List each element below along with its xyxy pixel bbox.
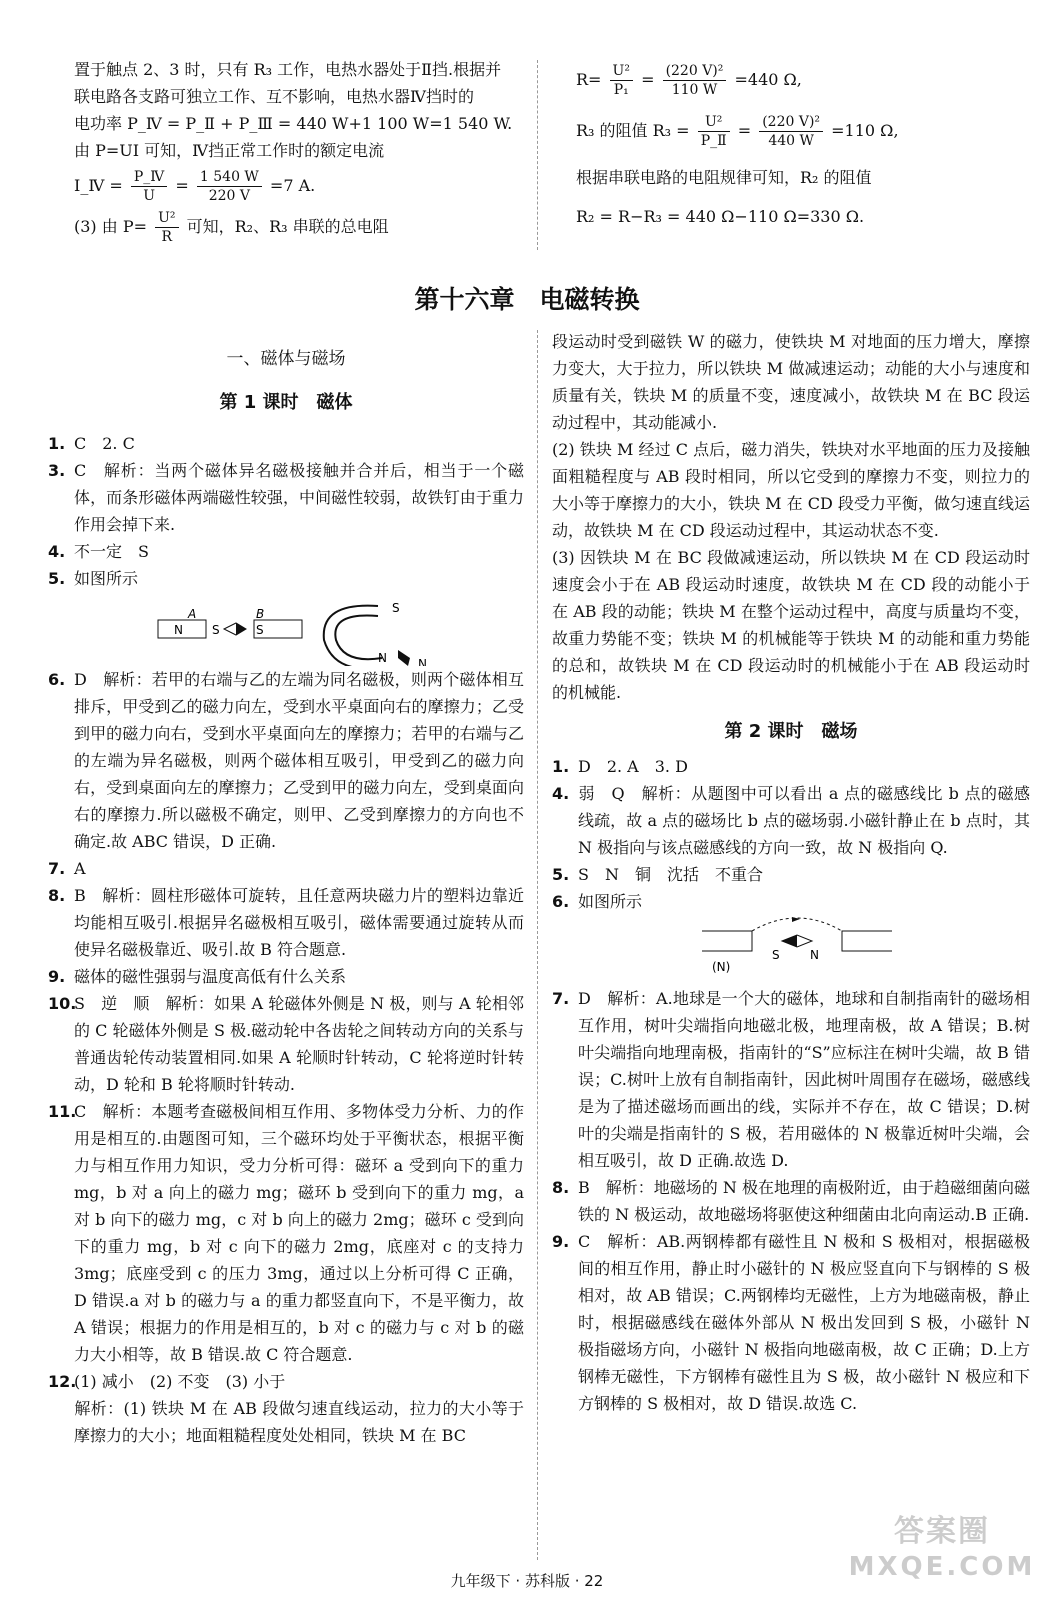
svg-text:(N): (N)	[712, 960, 731, 974]
needle-1-n	[236, 623, 246, 635]
item-text: C 2. C	[74, 434, 135, 453]
watermark-logo: 答案圈 MXQE.COM	[848, 1514, 1036, 1582]
answer-item	[48, 1098, 524, 1368]
explanation-paragraph: 段运动时受到磁铁 W 的磁力，使铁块 M 对地面的压力增大，摩擦力变大，大于拉力，所以铁块 M 做减速运动；动能的大小与速度和质量有关，铁块 M 的质量不变，速度减小，故铁块 M 在 BC 段运动过程中，其动能减小.	[552, 332, 1030, 432]
item-text: 解析：(1) 铁块 M 在 AB 段做匀速直线运动，拉力的大小等于摩擦力的大小；地面粗糙程度处处相同，铁块 M 在 BC	[74, 1399, 524, 1445]
item-number: 4.	[552, 784, 570, 803]
item-number: 6.	[552, 892, 570, 911]
item-text: C 解析：AB.两钢棒都有磁性且 N 极和 S 极相对，根据磁极间的相互作用，静止时小磁针的 N 极应竖直向下与钢棒的 S 极相对，故 AB 错误；C.两钢棒均无磁性，上方为地磁南极，静止时，根据磁感线在磁体外部从 N 极出发回到 S 极，小磁针 N 极指磁场方向，小磁针 N 极指向地磁南极，故 C 正确；D.上方钢棒无磁性，下方钢棒有磁性且为 S 极，故小磁针 N 极应和下方钢棒的 S 极相对，故 D 错误.故选 C.	[578, 1232, 1030, 1413]
item-text: (1) 减小 (2) 不变 (3) 小于	[74, 1372, 286, 1391]
item-number: 1.	[48, 434, 66, 453]
item-text: 不一定 S	[74, 542, 149, 561]
item-number: 8.	[48, 886, 66, 905]
item-text: 弱 Q 解析：从题图中可以看出 a 点的磁感线比 b 点的磁感线疏，故 a 点的磁场比 b 点的磁场弱.小磁针静止在 b 点时，其 N 极指向与该点磁感线的方向一致，故 N 极指向 Q.	[578, 784, 1030, 857]
explanation-paragraphs	[552, 328, 1030, 706]
text-line: 置于触点 2、3 时，只有 R₃ 工作，电热水器处于Ⅱ挡.根据并	[74, 60, 502, 79]
top-divider	[537, 60, 538, 250]
item-number: 12.	[48, 1372, 77, 1391]
answer-item	[552, 985, 1030, 1174]
item-number: 9.	[552, 1232, 570, 1251]
item-number: 3.	[48, 461, 66, 480]
svg-text:N: N	[418, 657, 427, 666]
text-line: R₂ = R−R₃ = 440 Ω−110 Ω=330 Ω.	[576, 207, 865, 226]
item-number: 9.	[48, 967, 66, 986]
explanation-paragraph: (2) 铁块 M 经过 C 点后，磁力消失，铁块对水平地面的压力及接触面粗糙程度与 AB 段时相同，所以它受到的摩擦力不变，则拉力的大小等于摩擦力的大小，铁块 M 在 CD 段受力平衡，做匀速直线运动，故铁块 M 在 CD 段运动过程中，其运动状态不变.	[552, 440, 1030, 540]
answer-item	[552, 861, 1030, 888]
item-text: B 解析：地磁场的 N 极在地理的南极附近，由于趋磁细菌向磁铁的 N 极运动，故地磁场将驱使这种细菌由北向南运动.B 正确.	[578, 1178, 1030, 1224]
left-column	[48, 346, 524, 1449]
answer-item	[48, 565, 524, 592]
item-number: 10.	[48, 994, 77, 1013]
right-column	[552, 328, 1030, 1417]
svg-text:A: A	[188, 607, 197, 621]
answer-item	[48, 1368, 524, 1395]
chapter-title: 第十六章 电磁转换	[414, 285, 640, 314]
formula-line3: (3) 由 P= $\frac{\text{U²}}{R}$ 可知，R₂、R₃ 串联的总电阻	[74, 210, 389, 245]
answer-item	[48, 430, 524, 457]
item-number: 4.	[48, 542, 66, 561]
answer-item	[552, 753, 1030, 780]
magnet-right	[842, 931, 892, 951]
svg-text:N: N	[810, 948, 819, 962]
lesson-title: 第 2 课时 磁场	[724, 721, 858, 742]
item-number: 8.	[552, 1178, 570, 1197]
item-text: D 解析：A.地球是一个大的磁体，地球和自制指南针的磁场相互作用，树叶尖端指向地磁北极，地理南极，故 A 错误；B.树叶尖端指向地理南极，指南针的“S”应标注在树叶尖端，故 B 错误；C.树叶上放有自制指南针，因此树叶周围存在磁场，磁感线是为了描述磁场而画出的线，实际并不存在，故 C 错误；D.树叶的尖端是指南针的 S 极，若用磁体的 N 极靠近树叶尖端，会相互吸引，故 D 正确.故选 D.	[578, 989, 1030, 1170]
item-number: 5.	[48, 569, 66, 588]
text-line: 由 P=UI 可知，Ⅳ挡正常工作时的额定电流	[74, 141, 385, 160]
needle-2	[398, 650, 410, 666]
formula-r: R= $\frac{\text{U²}}{\text{P₁}}$ = $\frac{\text{(220 V)²}}{110 W}$ =440 Ω,	[576, 63, 802, 98]
answer-item	[48, 882, 524, 963]
answer-list	[552, 985, 1030, 1417]
svg-text:S: S	[772, 948, 780, 962]
answer-item	[48, 538, 524, 565]
main-divider	[537, 330, 538, 1560]
svg-text:S: S	[212, 623, 220, 637]
magnet-left	[702, 931, 752, 951]
text-line: 联电路各支路可独立工作、互不影响，电热水器Ⅳ挡时的	[74, 87, 474, 106]
top-right-block	[576, 62, 1026, 230]
text-line: 根据串联电路的电阻规律可知，R₂ 的阻值	[576, 168, 872, 187]
text-line: 电功率 P_Ⅳ = P_Ⅱ + P_Ⅲ = 440 W+1 100 W=1 540 W.	[74, 114, 513, 133]
answer-item	[48, 457, 524, 538]
item-text: C 解析：当两个磁体异名磁极接触并合并后，相当于一个磁体，而条形磁体两端磁性较强，中间磁性较弱，故铁钉由于重力作用会掉下来.	[74, 461, 524, 534]
answer-item	[48, 855, 524, 882]
section-title: 一、磁体与磁场	[226, 349, 346, 369]
answer-item	[48, 666, 524, 855]
item-text: 磁体的磁性强弱与温度高低有什么关系	[74, 967, 347, 986]
figure-5	[48, 592, 524, 666]
answer-item	[48, 1395, 524, 1449]
svg-text:N: N	[378, 651, 387, 665]
svg-text:B: B	[256, 607, 265, 621]
item-number: 6.	[48, 670, 66, 689]
lesson-title: 第 1 课时 磁体	[219, 392, 353, 413]
item-text: A	[74, 859, 86, 878]
answer-item	[552, 1174, 1030, 1228]
answer-item	[48, 990, 524, 1098]
magnet-diagram	[48, 592, 524, 666]
item-number: 7.	[48, 859, 66, 878]
formula-r3: R₃ 的阻值 R₃ = $\frac{\text{U²}}{\text{P\_Ⅱ}}$ = $\frac{\text{(220 V)²}}{440 W}$ =110 Ω,	[576, 114, 899, 149]
item-text: D 2. A 3. D	[578, 757, 688, 776]
formula-current: I_Ⅳ = $\frac{\text{P\_Ⅳ}}{U}$ = $\frac{1 540 W}{220 V}$ =7 A.	[74, 169, 316, 204]
top-left-block	[74, 56, 524, 246]
svg-text:S: S	[256, 623, 264, 637]
svg-text:S: S	[392, 601, 400, 615]
item-number: 7.	[552, 989, 570, 1008]
magnet-field-diagram	[552, 915, 1030, 985]
answer-item	[552, 780, 1030, 861]
figure-6	[552, 915, 1030, 985]
item-number: 5.	[552, 865, 570, 884]
item-text: C 解析：本题考查磁极间相互作用、多物体受力分析、力的作用是相互的.由题图可知，三个磁环均处于平衡状态，根据平衡力与相互作用力知识，受力分析可得：磁环 a 受到向下的重力 mg，b 对 a 向上的磁力 mg；磁环 b 受到向下的重力 mg，a 对 b 向下的磁力 mg，c 对 b 向上的磁力 2mg；磁环 c 受到向下的重力 mg，b 对 c 向下的磁力 2mg，底座对 c 的支持力 3mg；底座受到 c 的压力 3mg，通过以上分析可得 C 正确，D 错误.a 对 b 的磁力与 a 的重力都竖直向下，不是平衡力，故 A 错误；根据力的作用是相互的，b 对 c 的磁力与 c 对 b 的磁力大小相等，故 B 错误.故 C 符合题意.	[74, 1102, 524, 1364]
item-text: B 解析：圆柱形磁体可旋转，且任意两块磁力片的塑料边靠近均能相互吸引.根据异名磁极相互吸引，磁体需要通过旋转从而使异名磁极靠近、吸引.故 B 符合题意.	[74, 886, 524, 959]
answer-list	[48, 666, 524, 1449]
answer-item	[48, 963, 524, 990]
item-text: S 逆 顺 解析：如果 A 轮磁体外侧是 N 极，则与 A 轮相邻的 C 轮磁体外侧是 S 极.磁动轮中各齿轮之间转动方向的关系与普通齿轮传动装置相同.如果 A 轮顺时针转动，C 轮将逆时针转动，D 轮和 B 轮将顺时针转动.	[74, 994, 524, 1094]
answer-item	[552, 888, 1030, 915]
item-text: 如图所示	[578, 892, 643, 911]
answer-list	[48, 430, 524, 592]
explanation-paragraph: (3) 因铁块 M 在 BC 段做减速运动，所以铁块 M 在 CD 段运动时速度会小于在 AB 段运动时速度，故铁块 M 在 CD 段的动能小于在 AB 段的动能；铁块 M 在整个运动过程中，高度与质量均不变，故重力势能不变；铁块 M 的机械能等于铁块 M 的动能和重力势能的总和，故铁块 M 在 CD 段运动时的机械能小于在 AB 段运动时的机械能.	[552, 548, 1030, 702]
answer-list	[552, 753, 1030, 915]
item-number: 11.	[48, 1102, 77, 1121]
svg-text:N: N	[174, 623, 183, 637]
horseshoe-magnet	[335, 616, 382, 660]
item-text: 如图所示	[74, 569, 139, 588]
item-number: 1.	[552, 757, 570, 776]
page-footer: 九年级下 · 苏科版 · 22	[450, 1572, 604, 1590]
answer-item	[552, 1228, 1030, 1417]
item-text: D 解析：若甲的右端与乙的左端为同名磁极，则两个磁体相互排斥，甲受到乙的磁力向左，受到水平桌面向右的摩擦力；乙受到甲的磁力向右，受到水平桌面向左的摩擦力；若甲的右端与乙的左端为异名磁极，则两个磁体相互吸引，甲受到乙的磁力向右，受到桌面向左的摩擦力；乙受到甲的磁力向左，受到桌面向右的摩擦力.所以磁极不确定，则甲、乙受到摩擦力的方向也不确定.故 ABC 错误，D 正确.	[74, 670, 524, 851]
item-text: S N 铜 沈括 不重合	[578, 865, 763, 884]
